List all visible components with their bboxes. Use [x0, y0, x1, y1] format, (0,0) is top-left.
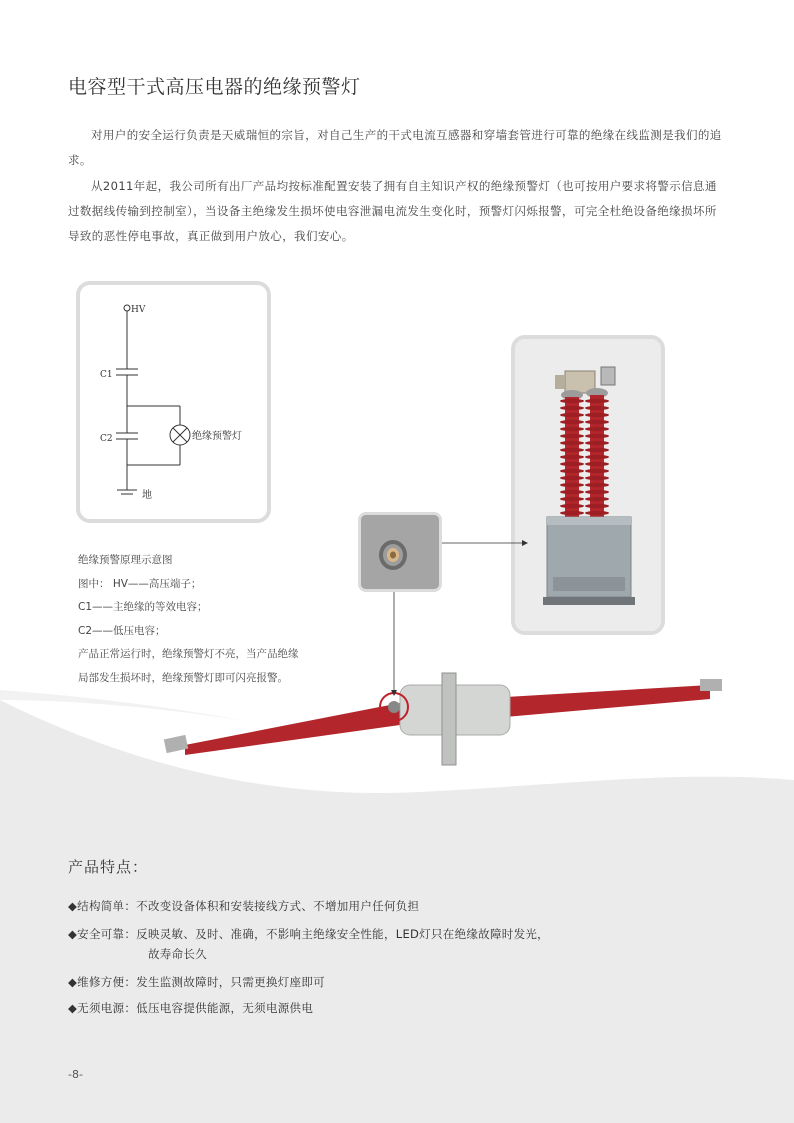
insulator-shed — [560, 511, 584, 515]
feature-item: ◆维修方便：发生监测故障时，只需更换灯座即可 — [68, 975, 325, 989]
insulator-shed — [560, 490, 584, 494]
insulator-shed — [585, 469, 609, 473]
features-heading: 产品特点： — [68, 858, 149, 876]
insulator-shed — [585, 399, 609, 403]
current-transformer-photo — [511, 335, 665, 635]
feature-item: ◆结构简单：不改变设备体积和安装接线方式、不增加用户任何负担 — [68, 899, 420, 913]
intro-paragraph-1: 对用户的安全运行负责是天威瑞恒的宗旨，对自己生产的干式电流互感器和穿墙套管进行可靠的绝缘在线监测是我们的追求。 — [68, 128, 722, 167]
insulator-shed — [585, 490, 609, 494]
insulator-shed — [560, 504, 584, 508]
circuit-diagram — [80, 285, 267, 519]
caption-line: 局部发生损坏时，绝缘预警灯即可闪亮报警。 — [78, 671, 288, 684]
page-number: -8- — [68, 1068, 83, 1081]
feature-item: ◆安全可靠：反映灵敏、及时、准确，不影响主绝缘安全性能，LED灯只在绝缘故障时发光， — [68, 927, 549, 941]
page-title: 电容型干式高压电器的绝缘预警灯 — [68, 76, 361, 98]
c1-label: C1 — [100, 370, 113, 380]
insulator-shed — [585, 504, 609, 508]
c2-label: C2 — [100, 434, 113, 444]
caption-line: 绝缘预警原理示意图 — [78, 554, 173, 566]
insulator-shed — [560, 441, 584, 445]
insulator-shed — [585, 406, 609, 410]
insulator-shed — [560, 399, 584, 403]
insulator-shed — [560, 427, 584, 431]
insulator-shed — [585, 511, 609, 515]
insulator-shed — [585, 434, 609, 438]
circuit-diagram-panel — [76, 281, 271, 523]
insulator-shed — [560, 434, 584, 438]
insulator-shed — [585, 462, 609, 466]
insulator-shed — [585, 420, 609, 424]
caption-line: C2——低压电容； — [78, 624, 166, 637]
hv-label: HV — [131, 305, 146, 315]
insulator-shed — [585, 413, 609, 417]
lamp-label: 绝缘预警灯 — [192, 431, 242, 442]
insulator-shed — [560, 476, 584, 480]
lamp-closeup-photo — [358, 512, 442, 592]
intro-paragraph-2: 从2011年起，我公司所有出厂产品均按标准配置安装了拥有自主知识产权的绝缘预警灯（也可按用户要求将警示信息通过数据线传输到控制室），当设备主绝缘发生损坏使电容泄漏电流发生变化时，预警灯闪烁报警，可完全杜绝设备绝缘损坏所导致的恶性停电事故，真正做到用户放心，我们安心。 — [68, 179, 717, 243]
insulator-shed — [585, 455, 609, 459]
insulator-shed — [560, 483, 584, 487]
wall-bushing-photo — [160, 655, 730, 775]
insulator-shed — [585, 441, 609, 445]
insulator-shed — [560, 406, 584, 410]
insulator-shed — [585, 427, 609, 431]
insulator-shed — [560, 413, 584, 417]
feature-item-continuation: 故寿命长久 — [148, 947, 207, 961]
insulator-shed — [560, 469, 584, 473]
insulator-shed — [585, 448, 609, 452]
ground-label: 地 — [142, 490, 152, 501]
feature-item: ◆无须电源：低压电容提供能源，无须电源供电 — [68, 1001, 314, 1015]
caption-line: 图中： HV——高压端子； — [78, 577, 202, 590]
insulator-shed — [585, 483, 609, 487]
insulator-shed — [585, 476, 609, 480]
caption-line: C1——主绝缘的等效电容； — [78, 601, 208, 614]
insulator-shed — [560, 420, 584, 424]
insulator-shed — [560, 448, 584, 452]
insulator-shed — [560, 462, 584, 466]
insulator-shed — [560, 455, 584, 459]
insulator-shed — [560, 497, 584, 501]
insulator-shed — [585, 497, 609, 501]
hv-terminal — [124, 305, 130, 311]
caption-line: 产品正常运行时，绝缘预警灯不亮，当产品绝缘 — [78, 648, 299, 661]
